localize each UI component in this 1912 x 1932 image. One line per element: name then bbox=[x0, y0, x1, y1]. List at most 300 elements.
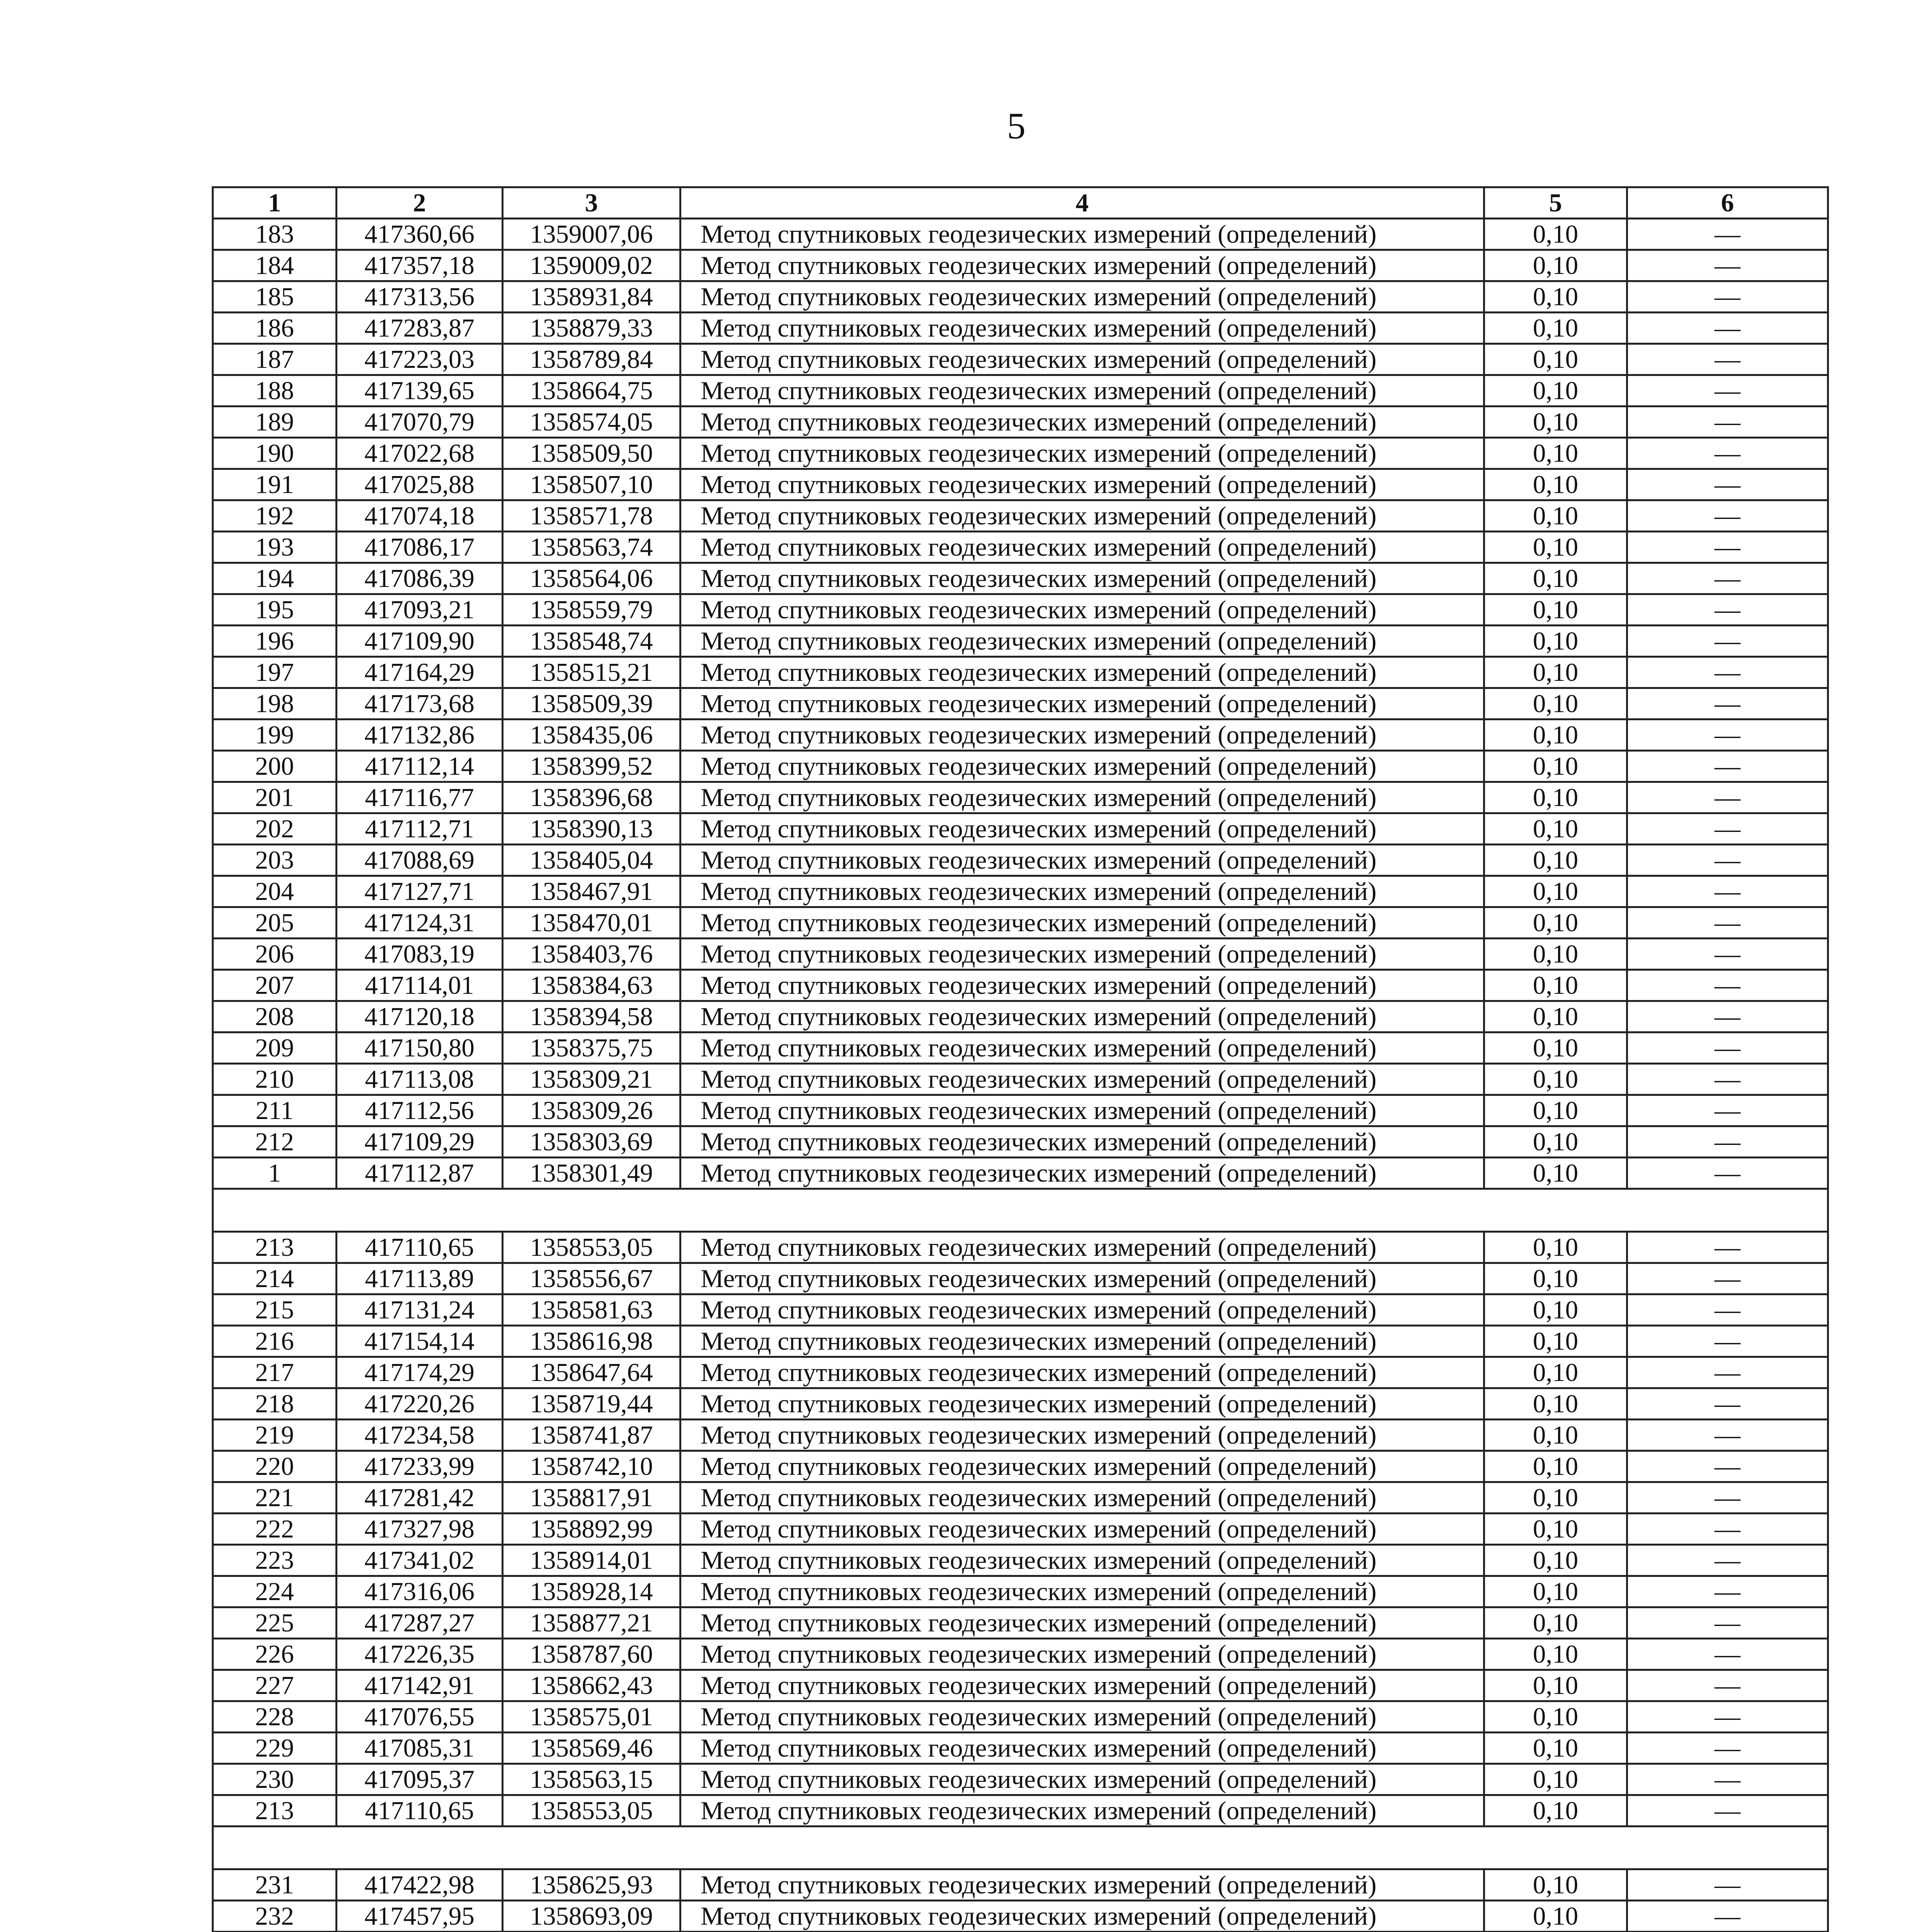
table-row bbox=[213, 500, 1828, 532]
x-coordinate-cell: 417120,18 bbox=[337, 1001, 503, 1032]
y-coordinate-cell: 1358742,10 bbox=[503, 1451, 680, 1482]
x-coordinate-cell: 417095,37 bbox=[337, 1764, 503, 1795]
y-coordinate-cell: 1358914,01 bbox=[503, 1545, 680, 1576]
description-cell: — bbox=[1627, 406, 1828, 438]
method-cell: Метод спутниковых геодезических измерений (определений) bbox=[680, 438, 1484, 469]
table-row bbox=[213, 1326, 1828, 1357]
x-coordinate-cell: 417142,91 bbox=[337, 1670, 503, 1701]
x-coordinate-cell: 417234,58 bbox=[337, 1420, 503, 1451]
description-cell: — bbox=[1627, 1795, 1828, 1827]
description-cell: — bbox=[1627, 1869, 1828, 1901]
precision-cell: 0,10 bbox=[1484, 1232, 1627, 1263]
table-row bbox=[213, 1795, 1828, 1827]
method-cell: Метод спутниковых геодезических измерений (определений) bbox=[680, 406, 1484, 438]
x-coordinate-cell: 417088,69 bbox=[337, 845, 503, 876]
precision-cell: 0,10 bbox=[1484, 1869, 1627, 1901]
description-cell: — bbox=[1627, 1607, 1828, 1639]
precision-cell: 0,10 bbox=[1484, 719, 1627, 751]
description-cell: — bbox=[1627, 594, 1828, 626]
x-coordinate-cell: 417112,87 bbox=[337, 1158, 503, 1189]
x-coordinate-cell: 417127,71 bbox=[337, 876, 503, 907]
method-cell: Метод спутниковых геодезических измерений (определений) bbox=[680, 532, 1484, 563]
y-coordinate-cell: 1358931,84 bbox=[503, 281, 680, 313]
y-coordinate-cell: 1358647,64 bbox=[503, 1357, 680, 1388]
point-number-cell: 199 bbox=[213, 719, 337, 751]
description-cell: — bbox=[1627, 970, 1828, 1001]
precision-cell: 0,10 bbox=[1484, 532, 1627, 563]
method-cell: Метод спутниковых геодезических измерений (определений) bbox=[680, 1032, 1484, 1064]
precision-cell: 0,10 bbox=[1484, 594, 1627, 626]
separator-cell bbox=[213, 1827, 1828, 1869]
point-number-cell: 191 bbox=[213, 469, 337, 500]
table-row bbox=[213, 1263, 1828, 1294]
precision-cell: 0,10 bbox=[1484, 1158, 1627, 1189]
x-coordinate-cell: 417164,29 bbox=[337, 657, 503, 688]
col-header-precision: 5 bbox=[1484, 187, 1627, 219]
table-row bbox=[213, 563, 1828, 594]
point-number-cell: 183 bbox=[213, 219, 337, 250]
precision-cell: 0,10 bbox=[1484, 1357, 1627, 1388]
precision-cell: 0,10 bbox=[1484, 1126, 1627, 1158]
precision-cell: 0,10 bbox=[1484, 281, 1627, 313]
x-coordinate-cell: 417085,31 bbox=[337, 1733, 503, 1764]
y-coordinate-cell: 1358405,04 bbox=[503, 845, 680, 876]
precision-cell: 0,10 bbox=[1484, 845, 1627, 876]
y-coordinate-cell: 1358564,06 bbox=[503, 563, 680, 594]
table-row bbox=[213, 344, 1828, 375]
description-cell: — bbox=[1627, 281, 1828, 313]
method-cell: Метод спутниковых геодезических измерений (определений) bbox=[680, 1901, 1484, 1932]
description-cell: — bbox=[1627, 1482, 1828, 1514]
point-number-cell: 216 bbox=[213, 1326, 337, 1357]
table-row bbox=[213, 813, 1828, 845]
x-coordinate-cell: 417327,98 bbox=[337, 1514, 503, 1545]
precision-cell: 0,10 bbox=[1484, 1639, 1627, 1670]
method-cell: Метод спутниковых геодезических измерений (определений) bbox=[680, 1482, 1484, 1514]
point-number-cell: 195 bbox=[213, 594, 337, 626]
description-cell: — bbox=[1627, 1576, 1828, 1607]
table-row bbox=[213, 1901, 1828, 1932]
separator-cell bbox=[213, 1189, 1828, 1232]
point-number-cell: 215 bbox=[213, 1294, 337, 1326]
precision-cell: 0,10 bbox=[1484, 907, 1627, 939]
precision-cell: 0,10 bbox=[1484, 751, 1627, 782]
y-coordinate-cell: 1358375,75 bbox=[503, 1032, 680, 1064]
x-coordinate-cell: 417116,77 bbox=[337, 782, 503, 813]
y-coordinate-cell: 1358303,69 bbox=[503, 1126, 680, 1158]
point-number-cell: 190 bbox=[213, 438, 337, 469]
point-number-cell: 187 bbox=[213, 344, 337, 375]
coordinates-table bbox=[212, 186, 1829, 1932]
point-number-cell: 203 bbox=[213, 845, 337, 876]
point-number-cell: 220 bbox=[213, 1451, 337, 1482]
method-cell: Метод спутниковых геодезических измерений (определений) bbox=[680, 1001, 1484, 1032]
y-coordinate-cell: 1358509,39 bbox=[503, 688, 680, 719]
point-number-cell: 198 bbox=[213, 688, 337, 719]
x-coordinate-cell: 417313,56 bbox=[337, 281, 503, 313]
method-cell: Метод спутниковых геодезических измерений (определений) bbox=[680, 657, 1484, 688]
precision-cell: 0,10 bbox=[1484, 219, 1627, 250]
method-cell: Метод спутниковых геодезических измерений (определений) bbox=[680, 250, 1484, 281]
y-coordinate-cell: 1358509,50 bbox=[503, 438, 680, 469]
y-coordinate-cell: 1358789,84 bbox=[503, 344, 680, 375]
method-cell: Метод спутниковых геодезических измерений (определений) bbox=[680, 219, 1484, 250]
description-cell: — bbox=[1627, 1764, 1828, 1795]
precision-cell: 0,10 bbox=[1484, 1764, 1627, 1795]
point-number-cell: 204 bbox=[213, 876, 337, 907]
method-cell: Метод спутниковых геодезических измерений (определений) bbox=[680, 1701, 1484, 1733]
table-row bbox=[213, 1451, 1828, 1482]
description-cell: — bbox=[1627, 1420, 1828, 1451]
description-cell: — bbox=[1627, 1158, 1828, 1189]
y-coordinate-cell: 1358625,93 bbox=[503, 1869, 680, 1901]
precision-cell: 0,10 bbox=[1484, 563, 1627, 594]
description-cell: — bbox=[1627, 1670, 1828, 1701]
point-number-cell: 218 bbox=[213, 1388, 337, 1420]
precision-cell: 0,10 bbox=[1484, 1701, 1627, 1733]
precision-cell: 0,10 bbox=[1484, 1064, 1627, 1095]
precision-cell: 0,10 bbox=[1484, 688, 1627, 719]
table-row bbox=[213, 250, 1828, 281]
table-row bbox=[213, 375, 1828, 406]
table-row bbox=[213, 719, 1828, 751]
table-row bbox=[213, 939, 1828, 970]
description-cell: — bbox=[1627, 219, 1828, 250]
point-number-cell: 193 bbox=[213, 532, 337, 563]
precision-cell: 0,10 bbox=[1484, 1670, 1627, 1701]
table-row bbox=[213, 1670, 1828, 1701]
description-cell: — bbox=[1627, 782, 1828, 813]
method-cell: Метод спутниковых геодезических измерений (определений) bbox=[680, 1607, 1484, 1639]
method-cell: Метод спутниковых геодезических измерений (определений) bbox=[680, 939, 1484, 970]
y-coordinate-cell: 1358741,87 bbox=[503, 1420, 680, 1451]
method-cell: Метод спутниковых геодезических измерений (определений) bbox=[680, 907, 1484, 939]
point-number-cell: 184 bbox=[213, 250, 337, 281]
table-row bbox=[213, 1001, 1828, 1032]
method-cell: Метод спутниковых геодезических измерений (определений) bbox=[680, 1158, 1484, 1189]
table-row bbox=[213, 1064, 1828, 1095]
point-number-cell: 227 bbox=[213, 1670, 337, 1701]
precision-cell: 0,10 bbox=[1484, 1482, 1627, 1514]
x-coordinate-cell: 417223,03 bbox=[337, 344, 503, 375]
table-row bbox=[213, 688, 1828, 719]
table-row bbox=[213, 1126, 1828, 1158]
point-number-cell: 207 bbox=[213, 970, 337, 1001]
precision-cell: 0,10 bbox=[1484, 1326, 1627, 1357]
method-cell: Метод спутниковых геодезических измерений (определений) bbox=[680, 344, 1484, 375]
precision-cell: 0,10 bbox=[1484, 406, 1627, 438]
description-cell: — bbox=[1627, 1514, 1828, 1545]
point-number-cell: 228 bbox=[213, 1701, 337, 1733]
precision-cell: 0,10 bbox=[1484, 438, 1627, 469]
x-coordinate-cell: 417113,89 bbox=[337, 1263, 503, 1294]
y-coordinate-cell: 1358581,63 bbox=[503, 1294, 680, 1326]
description-cell: — bbox=[1627, 688, 1828, 719]
description-cell: — bbox=[1627, 1733, 1828, 1764]
description-cell: — bbox=[1627, 313, 1828, 344]
point-number-cell: 209 bbox=[213, 1032, 337, 1064]
method-cell: Метод спутниковых геодезических измерений (определений) bbox=[680, 782, 1484, 813]
x-coordinate-cell: 417341,02 bbox=[337, 1545, 503, 1576]
table-row bbox=[213, 532, 1828, 563]
y-coordinate-cell: 1358719,44 bbox=[503, 1388, 680, 1420]
table-row bbox=[213, 1158, 1828, 1189]
method-cell: Метод спутниковых геодезических измерений (определений) bbox=[680, 469, 1484, 500]
x-coordinate-cell: 417226,35 bbox=[337, 1639, 503, 1670]
x-coordinate-cell: 417112,14 bbox=[337, 751, 503, 782]
point-number-cell: 186 bbox=[213, 313, 337, 344]
table-row bbox=[213, 1232, 1828, 1263]
precision-cell: 0,10 bbox=[1484, 1032, 1627, 1064]
point-number-cell: 232 bbox=[213, 1901, 337, 1932]
description-cell: — bbox=[1627, 626, 1828, 657]
precision-cell: 0,10 bbox=[1484, 970, 1627, 1001]
y-coordinate-cell: 1358879,33 bbox=[503, 313, 680, 344]
point-number-cell: 231 bbox=[213, 1869, 337, 1901]
x-coordinate-cell: 417086,39 bbox=[337, 563, 503, 594]
x-coordinate-cell: 417110,65 bbox=[337, 1795, 503, 1827]
y-coordinate-cell: 1358616,98 bbox=[503, 1326, 680, 1357]
point-number-cell: 192 bbox=[213, 500, 337, 532]
table-row bbox=[213, 657, 1828, 688]
y-coordinate-cell: 1358559,79 bbox=[503, 594, 680, 626]
description-cell: — bbox=[1627, 657, 1828, 688]
description-cell: — bbox=[1627, 1032, 1828, 1064]
x-coordinate-cell: 417287,27 bbox=[337, 1607, 503, 1639]
method-cell: Метод спутниковых геодезических измерений (определений) bbox=[680, 1263, 1484, 1294]
x-coordinate-cell: 417112,71 bbox=[337, 813, 503, 845]
y-coordinate-cell: 1358309,26 bbox=[503, 1095, 680, 1126]
method-cell: Метод спутниковых геодезических измерений (определений) bbox=[680, 313, 1484, 344]
y-coordinate-cell: 1358563,15 bbox=[503, 1764, 680, 1795]
x-coordinate-cell: 417357,18 bbox=[337, 250, 503, 281]
col-header-x: 2 bbox=[337, 187, 503, 219]
description-cell: — bbox=[1627, 1263, 1828, 1294]
y-coordinate-cell: 1358435,06 bbox=[503, 719, 680, 751]
precision-cell: 0,10 bbox=[1484, 1451, 1627, 1482]
y-coordinate-cell: 1358563,74 bbox=[503, 532, 680, 563]
point-number-cell: 213 bbox=[213, 1232, 337, 1263]
table-row bbox=[213, 1764, 1828, 1795]
x-coordinate-cell: 417316,06 bbox=[337, 1576, 503, 1607]
description-cell: — bbox=[1627, 1095, 1828, 1126]
precision-cell: 0,10 bbox=[1484, 375, 1627, 406]
x-coordinate-cell: 417112,56 bbox=[337, 1095, 503, 1126]
precision-cell: 0,10 bbox=[1484, 1607, 1627, 1639]
x-coordinate-cell: 417113,08 bbox=[337, 1064, 503, 1095]
y-coordinate-cell: 1358394,58 bbox=[503, 1001, 680, 1032]
method-cell: Метод спутниковых геодезических измерений (определений) bbox=[680, 375, 1484, 406]
point-number-cell: 205 bbox=[213, 907, 337, 939]
point-number-cell: 226 bbox=[213, 1639, 337, 1670]
description-cell: — bbox=[1627, 1232, 1828, 1263]
precision-cell: 0,10 bbox=[1484, 1514, 1627, 1545]
point-number-cell: 222 bbox=[213, 1514, 337, 1545]
method-cell: Метод спутниковых геодезических измерений (определений) bbox=[680, 1514, 1484, 1545]
x-coordinate-cell: 417422,98 bbox=[337, 1869, 503, 1901]
table-row bbox=[213, 626, 1828, 657]
x-coordinate-cell: 417174,29 bbox=[337, 1357, 503, 1388]
col-header-description: 6 bbox=[1627, 187, 1828, 219]
precision-cell: 0,10 bbox=[1484, 1294, 1627, 1326]
method-cell: Метод спутниковых геодезических измерений (определений) bbox=[680, 563, 1484, 594]
method-cell: Метод спутниковых геодезических измерений (определений) bbox=[680, 845, 1484, 876]
method-cell: Метод спутниковых геодезических измерений (определений) bbox=[680, 594, 1484, 626]
y-coordinate-cell: 1358928,14 bbox=[503, 1576, 680, 1607]
table-row bbox=[213, 1514, 1828, 1545]
description-cell: — bbox=[1627, 907, 1828, 939]
point-number-cell: 213 bbox=[213, 1795, 337, 1827]
table-row bbox=[213, 1545, 1828, 1576]
y-coordinate-cell: 1359007,06 bbox=[503, 219, 680, 250]
method-cell: Метод спутниковых геодезических измерений (определений) bbox=[680, 970, 1484, 1001]
x-coordinate-cell: 417154,14 bbox=[337, 1326, 503, 1357]
x-coordinate-cell: 417110,65 bbox=[337, 1232, 503, 1263]
method-cell: Метод спутниковых геодезических измерений (определений) bbox=[680, 1795, 1484, 1827]
table-row bbox=[213, 1733, 1828, 1764]
table-row bbox=[213, 313, 1828, 344]
table-row bbox=[213, 1032, 1828, 1064]
precision-cell: 0,10 bbox=[1484, 1795, 1627, 1827]
point-number-cell: 210 bbox=[213, 1064, 337, 1095]
x-coordinate-cell: 417070,79 bbox=[337, 406, 503, 438]
x-coordinate-cell: 417150,80 bbox=[337, 1032, 503, 1064]
precision-cell: 0,10 bbox=[1484, 500, 1627, 532]
y-coordinate-cell: 1358664,75 bbox=[503, 375, 680, 406]
precision-cell: 0,10 bbox=[1484, 250, 1627, 281]
point-number-cell: 217 bbox=[213, 1357, 337, 1388]
description-cell: — bbox=[1627, 1701, 1828, 1733]
table-row bbox=[213, 876, 1828, 907]
precision-cell: 0,10 bbox=[1484, 876, 1627, 907]
method-cell: Метод спутниковых геодезических измерений (определений) bbox=[680, 751, 1484, 782]
x-coordinate-cell: 417283,87 bbox=[337, 313, 503, 344]
x-coordinate-cell: 417457,95 bbox=[337, 1901, 503, 1932]
point-number-cell: 1 bbox=[213, 1158, 337, 1189]
col-header-y: 3 bbox=[503, 187, 680, 219]
point-number-cell: 201 bbox=[213, 782, 337, 813]
description-cell: — bbox=[1627, 500, 1828, 532]
table-row bbox=[213, 1576, 1828, 1607]
table-row bbox=[213, 1095, 1828, 1126]
table-row bbox=[213, 281, 1828, 313]
point-number-cell: 208 bbox=[213, 1001, 337, 1032]
point-number-cell: 221 bbox=[213, 1482, 337, 1514]
description-cell: — bbox=[1627, 1639, 1828, 1670]
y-coordinate-cell: 1358467,91 bbox=[503, 876, 680, 907]
point-number-cell: 188 bbox=[213, 375, 337, 406]
precision-cell: 0,10 bbox=[1484, 782, 1627, 813]
description-cell: — bbox=[1627, 845, 1828, 876]
x-coordinate-cell: 417139,65 bbox=[337, 375, 503, 406]
y-coordinate-cell: 1358507,10 bbox=[503, 469, 680, 500]
description-cell: — bbox=[1627, 1901, 1828, 1932]
y-coordinate-cell: 1358553,05 bbox=[503, 1232, 680, 1263]
x-coordinate-cell: 417360,66 bbox=[337, 219, 503, 250]
table-row bbox=[213, 907, 1828, 939]
x-coordinate-cell: 417083,19 bbox=[337, 939, 503, 970]
precision-cell: 0,10 bbox=[1484, 1545, 1627, 1576]
precision-cell: 0,10 bbox=[1484, 1001, 1627, 1032]
y-coordinate-cell: 1358548,74 bbox=[503, 626, 680, 657]
block-separator bbox=[213, 1827, 1828, 1869]
method-cell: Метод спутниковых геодезических измерений (определений) bbox=[680, 1545, 1484, 1576]
y-coordinate-cell: 1358575,01 bbox=[503, 1701, 680, 1733]
x-coordinate-cell: 417093,21 bbox=[337, 594, 503, 626]
point-number-cell: 206 bbox=[213, 939, 337, 970]
precision-cell: 0,10 bbox=[1484, 1095, 1627, 1126]
y-coordinate-cell: 1358571,78 bbox=[503, 500, 680, 532]
y-coordinate-cell: 1358301,49 bbox=[503, 1158, 680, 1189]
description-cell: — bbox=[1627, 1001, 1828, 1032]
y-coordinate-cell: 1358569,46 bbox=[503, 1733, 680, 1764]
description-cell: — bbox=[1627, 469, 1828, 500]
y-coordinate-cell: 1358877,21 bbox=[503, 1607, 680, 1639]
point-number-cell: 225 bbox=[213, 1607, 337, 1639]
table-row bbox=[213, 594, 1828, 626]
y-coordinate-cell: 1358403,76 bbox=[503, 939, 680, 970]
point-number-cell: 185 bbox=[213, 281, 337, 313]
description-cell: — bbox=[1627, 1388, 1828, 1420]
method-cell: Метод спутниковых геодезических измерений (определений) bbox=[680, 719, 1484, 751]
page-number: 5 bbox=[1007, 105, 1026, 146]
y-coordinate-cell: 1358309,21 bbox=[503, 1064, 680, 1095]
y-coordinate-cell: 1358693,09 bbox=[503, 1901, 680, 1932]
description-cell: — bbox=[1627, 1126, 1828, 1158]
x-coordinate-cell: 417022,68 bbox=[337, 438, 503, 469]
table-row bbox=[213, 970, 1828, 1001]
header-row bbox=[213, 187, 1828, 219]
precision-cell: 0,10 bbox=[1484, 313, 1627, 344]
description-cell: — bbox=[1627, 344, 1828, 375]
y-coordinate-cell: 1358470,01 bbox=[503, 907, 680, 939]
method-cell: Метод спутниковых геодезических измерений (определений) bbox=[680, 1576, 1484, 1607]
y-coordinate-cell: 1358553,05 bbox=[503, 1795, 680, 1827]
col-header-point-number: 1 bbox=[213, 187, 337, 219]
x-coordinate-cell: 417025,88 bbox=[337, 469, 503, 500]
method-cell: Метод спутниковых геодезических измерений (определений) bbox=[680, 1733, 1484, 1764]
y-coordinate-cell: 1358384,63 bbox=[503, 970, 680, 1001]
x-coordinate-cell: 417076,55 bbox=[337, 1701, 503, 1733]
method-cell: Метод спутниковых геодезических измерений (определений) bbox=[680, 626, 1484, 657]
description-cell: — bbox=[1627, 1294, 1828, 1326]
method-cell: Метод спутниковых геодезических измерений (определений) bbox=[680, 1095, 1484, 1126]
point-number-cell: 223 bbox=[213, 1545, 337, 1576]
description-cell: — bbox=[1627, 1357, 1828, 1388]
method-cell: Метод спутниковых геодезических измерений (определений) bbox=[680, 1869, 1484, 1901]
method-cell: Метод спутниковых геодезических измерений (определений) bbox=[680, 876, 1484, 907]
precision-cell: 0,10 bbox=[1484, 657, 1627, 688]
table-row bbox=[213, 1869, 1828, 1901]
table-row bbox=[213, 1357, 1828, 1388]
method-cell: Метод спутниковых геодезических измерений (определений) bbox=[680, 1764, 1484, 1795]
point-number-cell: 197 bbox=[213, 657, 337, 688]
table-row bbox=[213, 751, 1828, 782]
y-coordinate-cell: 1358399,52 bbox=[503, 751, 680, 782]
point-number-cell: 196 bbox=[213, 626, 337, 657]
precision-cell: 0,10 bbox=[1484, 1420, 1627, 1451]
x-coordinate-cell: 417109,29 bbox=[337, 1126, 503, 1158]
method-cell: Метод спутниковых геодезических измерений (определений) bbox=[680, 1451, 1484, 1482]
precision-cell: 0,10 bbox=[1484, 813, 1627, 845]
block-separator bbox=[213, 1189, 1828, 1232]
precision-cell: 0,10 bbox=[1484, 1263, 1627, 1294]
x-coordinate-cell: 417074,18 bbox=[337, 500, 503, 532]
description-cell: — bbox=[1627, 250, 1828, 281]
point-number-cell: 214 bbox=[213, 1263, 337, 1294]
table-row bbox=[213, 1482, 1828, 1514]
method-cell: Метод спутниковых геодезических измерений (определений) bbox=[680, 500, 1484, 532]
